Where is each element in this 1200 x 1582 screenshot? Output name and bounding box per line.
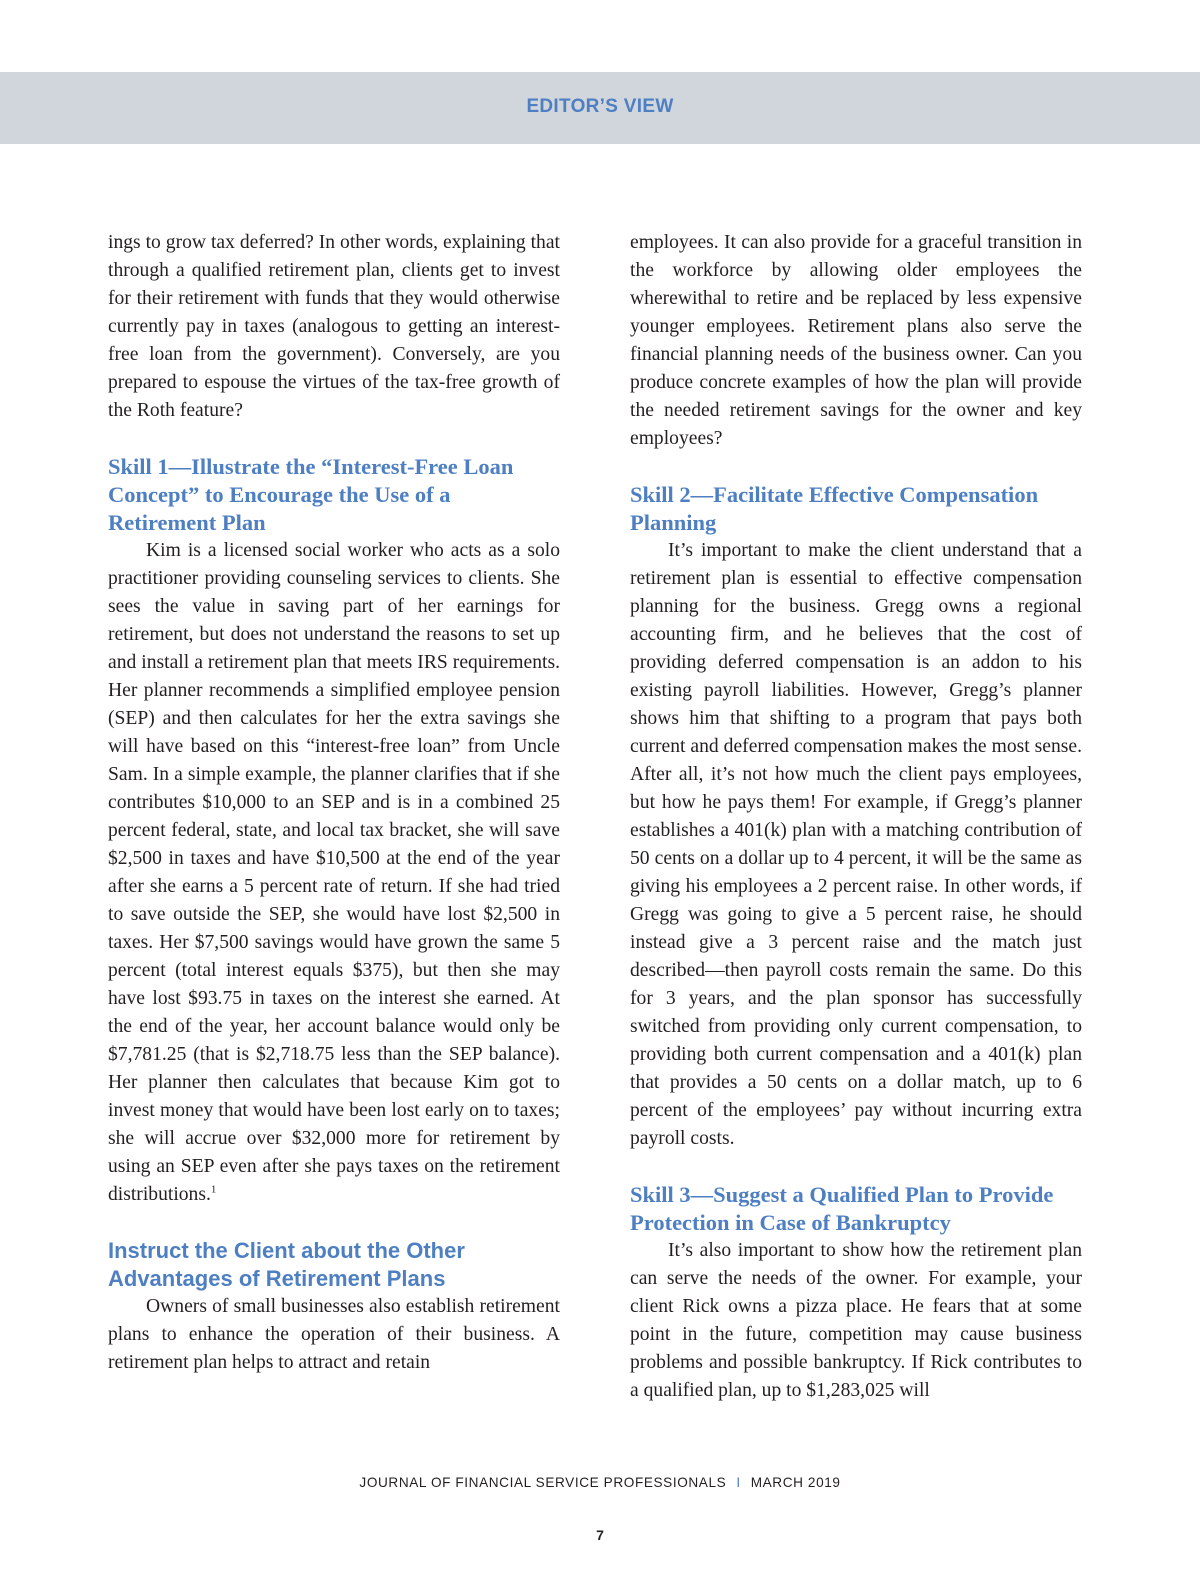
footnote-marker: 1	[210, 1183, 217, 1196]
issue-date: MARCH 2019	[750, 1475, 841, 1490]
skill3-paragraph: It’s also important to show how the retirement plan can serve the needs of the owner. For example, your client Rick owns a pizza place. He fears that at some point in the future, competition may cause business problems and possible bankruptcy. If Rick contributes to a qualified plan, up to $1,283,025 will	[630, 1240, 1082, 1401]
skill2-heading: Skill 2—Facilitate Effective Compensation Planning	[630, 482, 1039, 535]
skill1-paragraph	[108, 537, 560, 1209]
skill3-heading: Skill 3—Suggest a Qualified Plan to Provide Protection in Case of Bankruptcy	[630, 1182, 1054, 1235]
skill1-body-text: Kim is a licensed social worker who acts as a solo practitioner providing counseling services to clients. She sees the value in saving part of her earnings for retirement, but does not understand the reasons to set up and install a retirement plan that meets IRS requirements. Her planner recommends a simplified employee pension (SEP) and then calculates for her the extra savings she will have based on this “interest-free loan” from Uncle Sam. In a simple example, the planner clarifies that if she contributes $10,000 to an SEP and is in a combined 25 percent federal, state, and local tax bracket, she will save $2,500 in taxes and have $10,500 at the end of the year after she earns a 5 percent rate of return. If she had tried to save outside the SEP, she would have lost $2,500 in taxes. Her $7,500 savings would have grown the same 5 percent (total interest equals $375), but then she may have lost $93.75 in taxes on the interest she earned. At the end of the year, her account balance would only be $7,781.25 (that is $2,718.75 less than the SEP balance). Her planner then calculates that because Kim got to invest money that would have been lost early on to taxes; she will accrue over $32,000 more for retirement by using an SEP even after she pays taxes on the retirement distributions.	[108, 540, 560, 1205]
section-title: EDITOR’S VIEW	[526, 96, 674, 117]
left-column	[108, 229, 560, 1377]
page-number: 7	[596, 1527, 604, 1543]
journal-name: JOURNAL OF FINANCIAL SERVICE PROFESSIONALS	[359, 1475, 727, 1490]
right-column	[630, 229, 1082, 1405]
instruct-paragraph: Owners of small businesses also establish retirement plans to enhance the operation of their business. A retirement plan helps to attract and retain	[108, 1296, 560, 1373]
section-header-band	[0, 72, 1200, 144]
continuation-paragraph: employees. It can also provide for a graceful transition in the workforce by allowing older employees the wherewithal to retire and be replaced by less expensive younger employees. Retirement plans also serve the financial planning needs of the business owner. Can you produce concrete examples of how the plan will provide the needed retirement savings for the owner and key employees?	[630, 232, 1082, 449]
skill1-heading: Skill 1—Illustrate the “Interest-Free Loan Concept” to Encourage the Use of a Retirement Plan	[108, 454, 514, 535]
intro-paragraph: ings to grow tax deferred? In other words, explaining that through a qualified retirement plan, clients get to invest for their retirement with funds that they would otherwise currently pay in taxes (analogous to getting an interest-free loan from the government). Conversely, are you prepared to espouse the virtues of the tax-free growth of the Roth feature?	[108, 232, 560, 421]
page-footer	[0, 1475, 1200, 1490]
skill2-paragraph: It’s important to make the client understand that a retirement plan is essential to effective compensation planning for the business. Gregg owns a regional accounting firm, and he believes that the cost of providing deferred compensation is an addon to his existing payroll liabilities. However, Gregg’s planner shows him that shifting to a program that pays both current and deferred compensation makes the most sense. After all, it’s not how much the client pays employees, but how he pays them! For example, if Gregg’s planner establishes a 401(k) plan with a matching contribution of 50 cents on a dollar up to 4 percent, it will be the same as giving his employees a 2 percent raise. In other words, if Gregg was going to give a 5 percent raise, he should instead give a 3 percent raise and the match just described—then payroll costs remain the same. Do this for 3 years, and the plan sponsor has successfully switched from providing only current compensation, to providing both current compensation and a 401(k) plan that provides a 50 cents on a dollar match, up to 6 percent of the employees’ pay without incurring extra payroll costs.	[630, 540, 1082, 1149]
footer-separator: I	[736, 1475, 741, 1490]
instruct-heading: Instruct the Client about the Other Advantages of Retirement Plans	[108, 1238, 465, 1291]
